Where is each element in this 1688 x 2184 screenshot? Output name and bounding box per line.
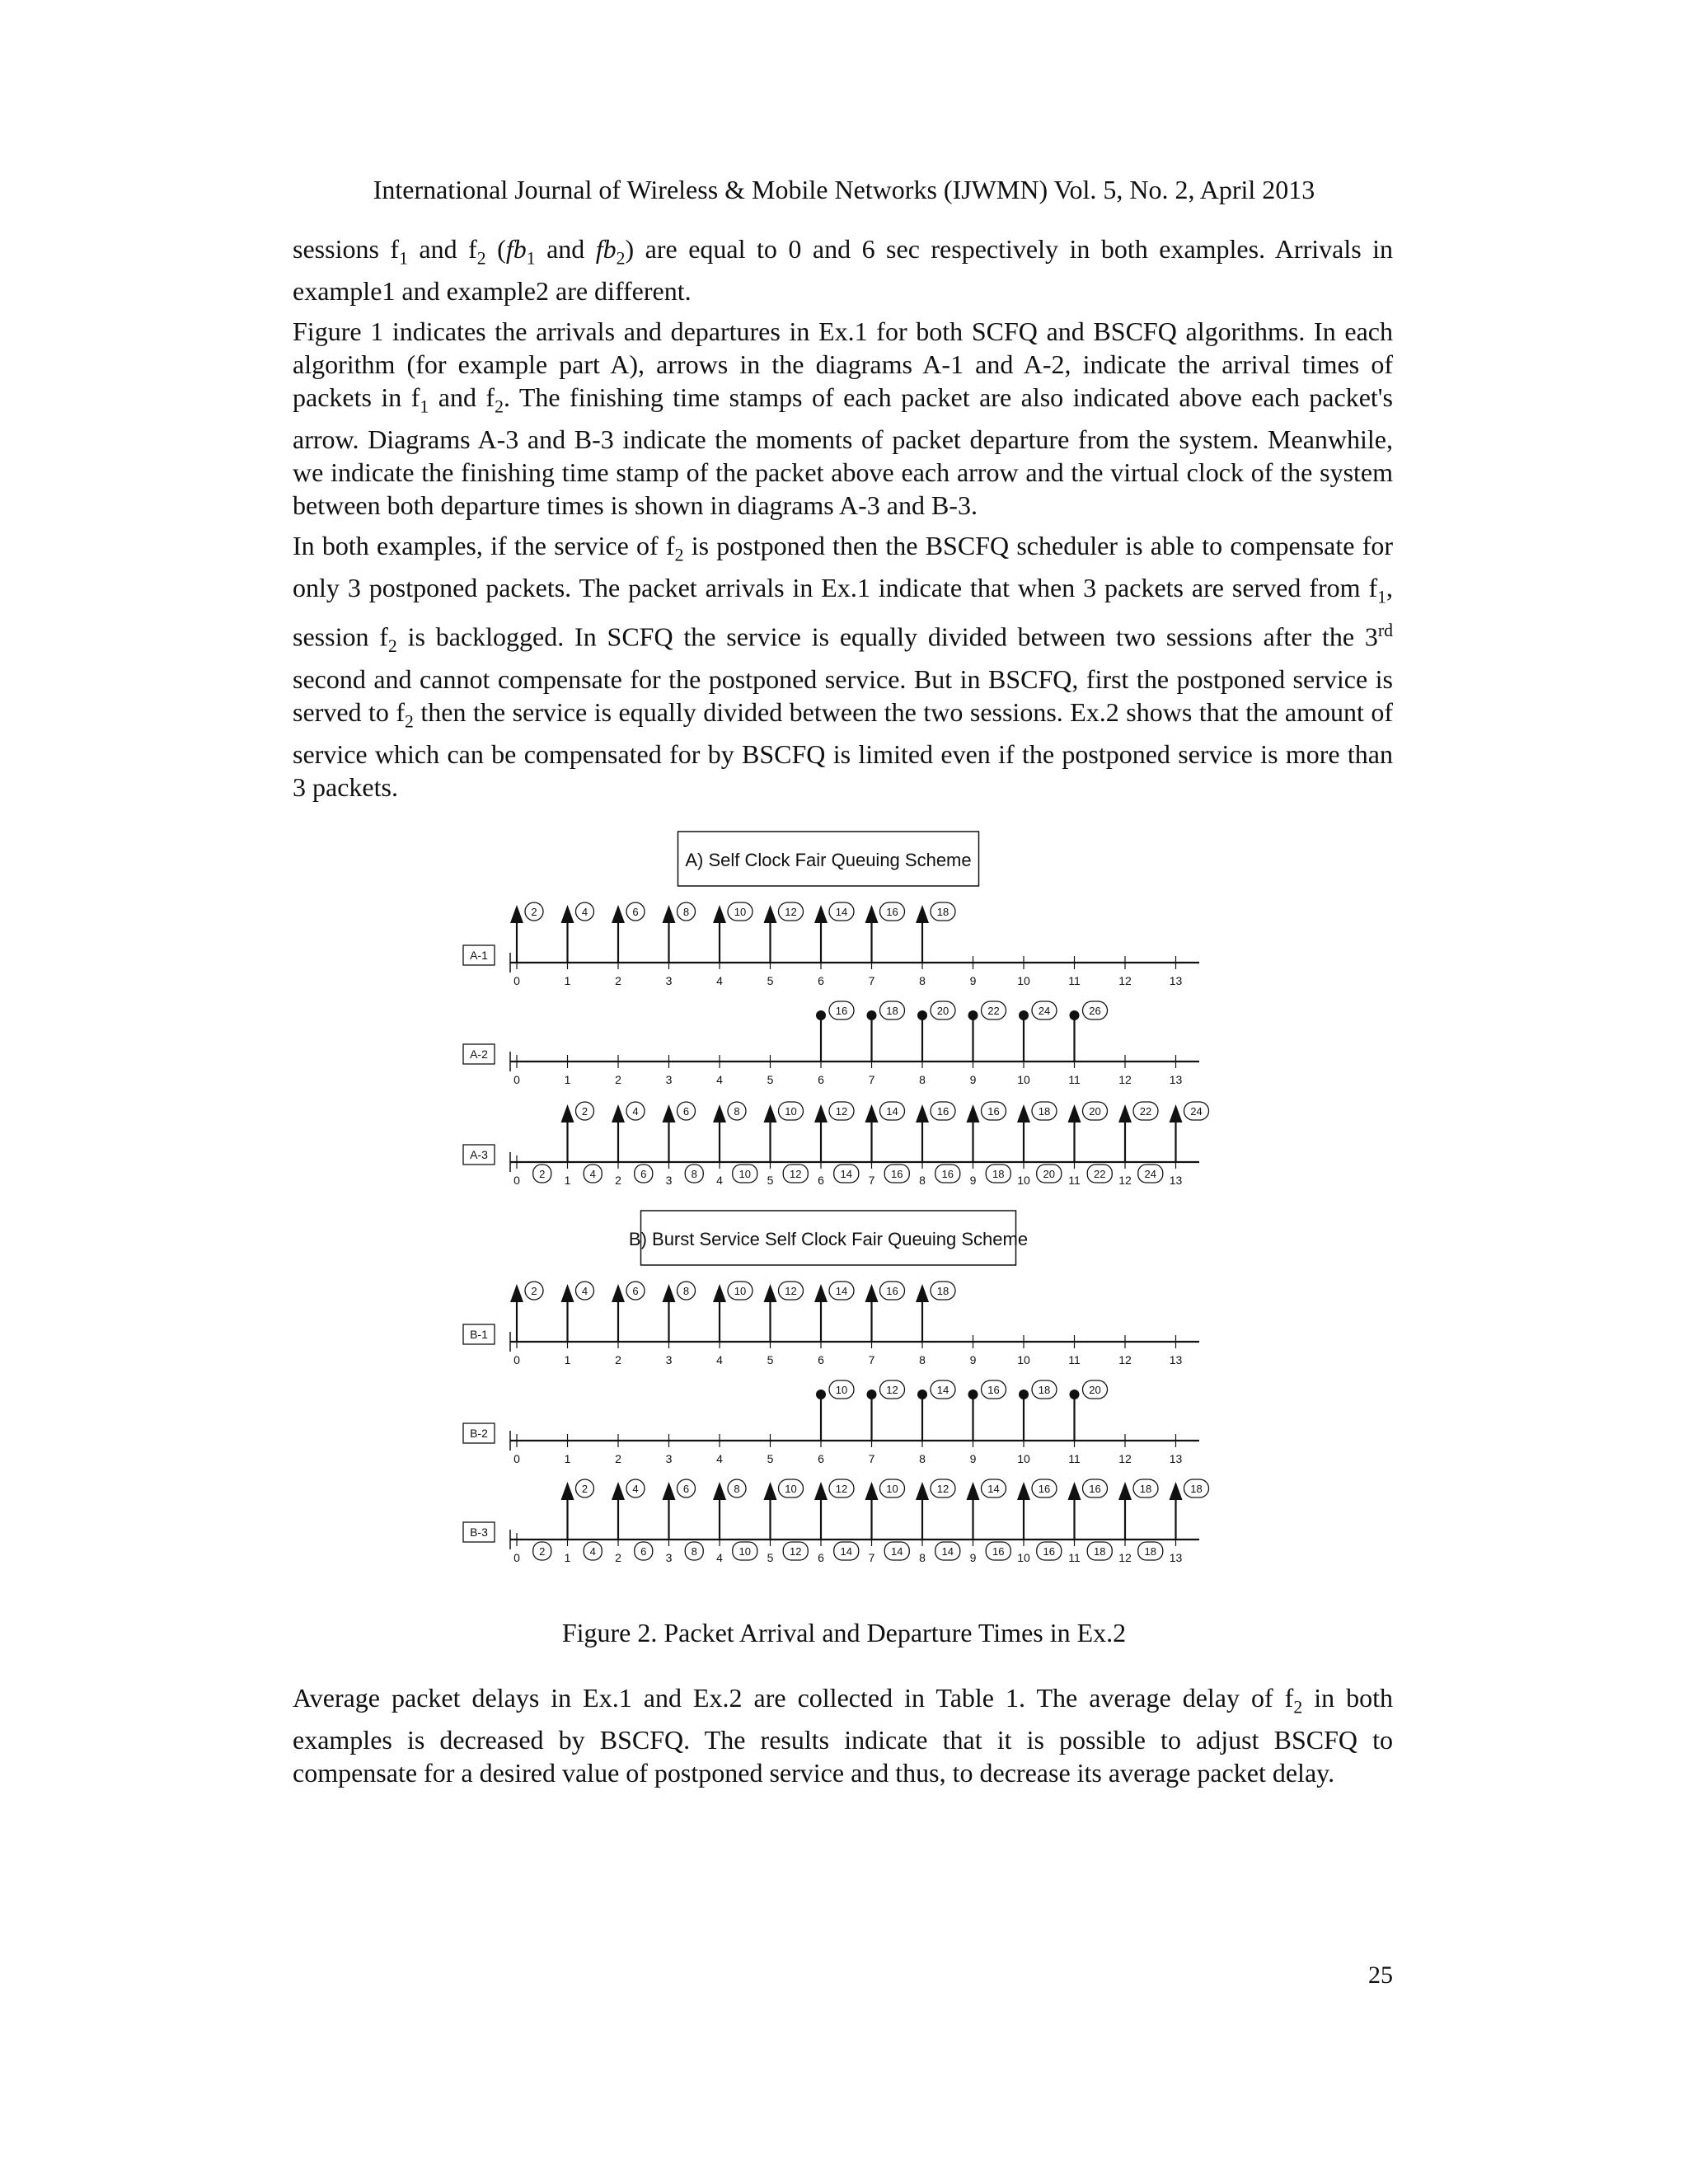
tick-label: 6 [818,1353,824,1366]
finish-stamp: 4 [581,1285,588,1297]
arrow-head [713,1482,726,1500]
f2-arrow-head [968,1010,978,1020]
figure-caption: Figure 2. Packet Arrival and Departure Times in Ex.2 [561,1618,1127,1647]
arrow-head [612,1104,625,1122]
finish-stamp: 2 [581,1105,588,1118]
arrow-head [967,1104,980,1122]
tick-label: 4 [716,974,723,987]
virtual-clock-value: 18 [1144,1545,1156,1558]
tick-label: 4 [716,1174,723,1187]
arrow-head [1118,1104,1132,1122]
tick-label: 2 [615,1452,621,1465]
finish-stamp: 6 [682,1483,690,1495]
finish-stamp: 18 [936,1285,950,1297]
tick-label: 2 [615,974,621,987]
finish-stamp: 8 [734,1483,740,1495]
finish-stamp: 6 [632,906,639,918]
virtual-clock-value: 24 [1144,1168,1156,1180]
virtual-clock-value: 12 [790,1545,802,1558]
paragraph-examples: In both examples, if the service of $f_2$ is postponed then the BSCFQ scheduler is able to compensate for only 3 postponed packets. The packet arrivals in Ex.1 indicate that when 3 packets are served from $f_1$, session $f_2$ is backlogged. In SCFQ the service is equally divided between two sessions after the 3rd second and cannot compensate for the postponed service. But in BSCFQ, first the postponed service is served to $f_2$ then the service is equally divided between the two sessions. Ex.2 shows that the amount of service which can be compensated for by BSCFQ is limited even if the postponed service is more than 3 packets. [293,531,1394,803]
tick-label: 6 [818,1073,824,1086]
finish-stamp: 14 [987,1483,1000,1495]
arrow-head [1017,1482,1030,1500]
arrow-head [561,1284,574,1302]
arrow-head [612,905,625,923]
finish-stamp: 14 [835,1285,848,1297]
tick-label: 6 [818,974,824,987]
tick-label: 1 [564,1452,571,1465]
tick-label: 0 [513,974,520,987]
arrow-head [814,1284,828,1302]
arrow-head [713,1104,726,1122]
tick-label: 13 [1169,1174,1183,1187]
tick-label: 10 [1017,1551,1030,1564]
tick-label: 4 [716,1551,723,1564]
tick-label: 5 [767,1353,774,1366]
tick-label: 5 [767,1551,774,1564]
tick-label: 13 [1169,1353,1183,1366]
tick-label: 11 [1068,1174,1081,1187]
tick-label: 5 [767,974,774,987]
virtual-clock-value: 16 [891,1168,903,1180]
finish-stamp: 20 [1089,1384,1101,1396]
virtual-clock-value: 6 [640,1168,647,1180]
f2-arrow-head [867,1010,877,1020]
figure-2-diagram [462,824,1220,1582]
arrow-head [713,905,726,923]
tick-label: 11 [1068,1073,1081,1086]
row-label: A-2 [470,1047,488,1061]
finish-stamp: 14 [886,1105,898,1118]
arrow-head [1068,1482,1081,1500]
tick-label: 8 [919,1174,926,1187]
row-label: A-1 [470,949,488,962]
finish-stamp: 16 [835,1005,848,1017]
finish-stamp: 18 [1038,1105,1051,1118]
virtual-clock-value: 4 [589,1168,596,1180]
virtual-clock-value: 8 [691,1545,697,1558]
tick-label: 7 [868,974,875,987]
virtual-clock-value: 2 [539,1545,546,1558]
finish-stamp: 10 [785,1483,797,1495]
tick-label: 10 [1017,1353,1030,1366]
virtual-clock-value: 22 [1094,1168,1106,1180]
tick-label: 10 [1017,1073,1030,1086]
virtual-clock-value: 4 [589,1545,596,1558]
tick-label: 2 [615,1073,621,1086]
tick-label: 0 [513,1353,520,1366]
finish-stamp: 12 [835,1483,848,1495]
arrow-head [967,1482,980,1500]
finish-stamp: 6 [632,1285,639,1297]
arrow-head [764,1104,777,1122]
tick-label: 7 [868,1073,875,1086]
arrow-head [814,1104,828,1122]
tick-label: 0 [513,1174,520,1187]
finish-stamp: 22 [987,1005,1000,1017]
tick-label: 13 [1169,1073,1183,1086]
tick-label: 12 [1118,974,1132,987]
tick-label: 0 [513,1452,520,1465]
finish-stamp: 14 [835,906,848,918]
arrow-head [764,905,777,923]
tick-label: 3 [665,1551,673,1564]
finish-stamp: 18 [936,906,950,918]
tick-label: 13 [1169,974,1183,987]
arrow-head [1118,1482,1132,1500]
f2-arrow-head [1019,1390,1029,1399]
finish-stamp: 2 [531,1285,537,1297]
finish-stamp: 20 [936,1005,950,1017]
tick-label: 9 [969,974,977,987]
arrow-head [612,1482,625,1500]
tick-label: 1 [564,1353,571,1366]
f2-arrow-head [816,1010,826,1020]
paragraph-average-delays: Average packet delays in Ex.1 and Ex.2 are collected in Table 1. The average delay of $f_2$ in both examples is decreased by BSCFQ. The results indicate that it is possible to adjust BSCFQ to compensate for a desired value of postponed service and thus, to decrease its average packet delay. [293,1683,1394,1788]
f2-arrow-head [1019,1010,1029,1020]
tick-label: 1 [564,974,571,987]
arrow-head [814,905,828,923]
finish-stamp: 18 [886,1005,898,1017]
arrow-head [865,1284,879,1302]
virtual-clock-value: 8 [691,1168,697,1180]
arrow-head [561,905,574,923]
finish-stamp: 8 [682,1285,690,1297]
tick-label: 3 [665,974,673,987]
f2-arrow-head [917,1010,927,1020]
tick-label: 11 [1068,974,1081,987]
virtual-clock-value: 20 [1043,1168,1055,1180]
finish-stamp: 16 [886,906,898,918]
scheme-title: B) Burst Service Self Clock Fair Queuing Scheme [628,1229,1029,1249]
tick-label: 4 [716,1353,723,1366]
arrow-head [1170,1482,1183,1500]
tick-label: 12 [1118,1551,1132,1564]
f2-arrow-head [867,1390,877,1399]
arrow-head [510,1284,523,1302]
arrow-head [916,1104,929,1122]
finish-stamp: 24 [1190,1105,1203,1118]
tick-label: 6 [818,1452,824,1465]
finish-stamp: 20 [1089,1105,1101,1118]
tick-label: 8 [919,1353,926,1366]
tick-label: 9 [969,1452,977,1465]
finish-stamp: 12 [785,906,797,918]
f2-arrow-head [816,1390,826,1399]
finish-stamp: 4 [632,1105,639,1118]
tick-label: 6 [818,1551,824,1564]
arrow-head [916,1284,929,1302]
arrow-head [916,1482,929,1500]
tick-label: 7 [868,1452,875,1465]
finish-stamp: 4 [632,1483,639,1495]
arrow-head [764,1284,777,1302]
tick-label: 8 [919,1551,926,1564]
finish-stamp: 18 [1190,1483,1203,1495]
tick-label: 0 [513,1073,520,1086]
arrow-head [663,905,676,923]
tick-label: 2 [615,1174,621,1187]
virtual-clock-value: 2 [539,1168,546,1180]
tick-label: 5 [767,1452,774,1465]
virtual-clock-value: 10 [738,1545,751,1558]
arrow-head [1068,1104,1081,1122]
tick-label: 9 [969,1551,977,1564]
arrow-head [1017,1104,1030,1122]
f2-arrow-head [968,1390,978,1399]
finish-stamp: 16 [1038,1483,1051,1495]
finish-stamp: 24 [1038,1005,1051,1017]
tick-label: 10 [1017,1452,1030,1465]
finish-stamp: 16 [987,1105,1000,1118]
tick-label: 7 [868,1174,875,1187]
tick-label: 7 [868,1551,875,1564]
tick-label: 11 [1068,1551,1081,1564]
arrow-head [865,1104,879,1122]
scheme-title: A) Self Clock Fair Queuing Scheme [685,850,972,870]
arrow-head [814,1482,828,1500]
arrow-head [663,1482,676,1500]
finish-stamp: 12 [785,1285,797,1297]
tick-label: 1 [564,1073,571,1086]
tick-label: 5 [767,1073,774,1086]
row-label: A-3 [470,1148,488,1161]
tick-label: 11 [1068,1353,1081,1366]
arrow-head [612,1284,625,1302]
finish-stamp: 6 [682,1105,690,1118]
virtual-clock-value: 16 [992,1545,1005,1558]
virtual-clock-value: 18 [1094,1545,1106,1558]
tick-label: 3 [665,1353,673,1366]
tick-label: 8 [919,1073,926,1086]
finish-stamp: 22 [1139,1105,1152,1118]
f2-arrow-head [1070,1010,1080,1020]
tick-label: 10 [1017,974,1030,987]
finish-stamp: 4 [581,906,588,918]
finish-stamp: 16 [886,1285,898,1297]
row-label: B-3 [470,1526,488,1539]
finish-stamp: 12 [835,1105,848,1118]
virtual-clock-value: 6 [640,1545,647,1558]
finish-stamp: 12 [936,1483,950,1495]
tick-label: 2 [615,1551,621,1564]
arrow-head [663,1284,676,1302]
arrow-head [865,1482,879,1500]
finish-stamp: 10 [835,1384,848,1396]
finish-stamp: 18 [1139,1483,1152,1495]
tick-label: 7 [868,1353,875,1366]
arrow-head [916,905,929,923]
tick-label: 12 [1118,1073,1132,1086]
tick-label: 9 [969,1174,977,1187]
virtual-clock-value: 12 [790,1168,802,1180]
page-number: 25 [1368,1961,1393,1989]
tick-label: 4 [716,1073,723,1086]
virtual-clock-value: 10 [738,1168,751,1180]
virtual-clock-value: 16 [941,1168,954,1180]
finish-stamp: 16 [1089,1483,1101,1495]
finish-stamp: 18 [1038,1384,1051,1396]
tick-label: 11 [1068,1452,1081,1465]
tick-label: 8 [919,974,926,987]
arrow-head [561,1104,574,1122]
tick-label: 1 [564,1174,571,1187]
finish-stamp: 16 [936,1105,950,1118]
paragraph-figure1-description: Figure 1 indicates the arrivals and departures in Ex.1 for both SCFQ and BSCFQ algorithms. In each algorithm (for example part A), arrows in the diagrams A-1 and A-2, indicate the arrival times of packets in $f_1$ and $f_2$. The finishing time stamps of each packet are also indicated above each packet's arrow. Diagrams A-3 and B-3 indicate the moments of packet departure from the system. Meanwhile, we indicate the finishing time stamp of the packet above each arrow and the virtual clock of the system between both departure times is shown in diagrams A-3 and B-3. [293,316,1394,521]
virtual-clock-value: 18 [992,1168,1005,1180]
finish-stamp: 12 [886,1384,898,1396]
virtual-clock-value: 14 [891,1545,903,1558]
finish-stamp: 26 [1089,1005,1101,1017]
tick-label: 0 [513,1551,520,1564]
tick-label: 2 [615,1353,621,1366]
finish-stamp: 16 [987,1384,1000,1396]
finish-stamp: 8 [734,1105,740,1118]
finish-stamp: 2 [581,1483,588,1495]
tick-label: 6 [818,1174,824,1187]
tick-label: 12 [1118,1174,1132,1187]
row-label: B-1 [470,1328,488,1341]
finish-stamp: 10 [734,906,747,918]
running-header: International Journal of Wireless & Mobile Networks (IJWMN) Vol. 5, No. 2, April 2013 [373,175,1315,204]
virtual-clock-value: 14 [840,1168,852,1180]
tick-label: 13 [1169,1452,1183,1465]
tick-label: 10 [1017,1174,1030,1187]
arrow-head [1170,1104,1183,1122]
finish-stamp: 8 [682,906,690,918]
arrow-head [713,1284,726,1302]
virtual-clock-value: 16 [1043,1545,1055,1558]
tick-label: 8 [919,1452,926,1465]
tick-label: 9 [969,1073,977,1086]
arrow-head [510,905,523,923]
finish-stamp: 2 [531,906,537,918]
tick-label: 9 [969,1353,977,1366]
arrow-head [865,905,879,923]
tick-label: 1 [564,1551,571,1564]
tick-label: 3 [665,1452,673,1465]
finish-stamp: 10 [785,1105,797,1118]
tick-label: 13 [1169,1551,1183,1564]
tick-label: 5 [767,1174,774,1187]
finish-stamp: 14 [936,1384,950,1396]
tick-label: 4 [716,1452,723,1465]
tick-label: 3 [665,1174,673,1187]
tick-label: 12 [1118,1353,1132,1366]
arrow-head [764,1482,777,1500]
f2-arrow-head [1070,1390,1080,1399]
tick-label: 3 [665,1073,673,1086]
tick-label: 12 [1118,1452,1132,1465]
row-label: B-2 [470,1427,488,1440]
arrow-head [663,1104,676,1122]
virtual-clock-value: 14 [840,1545,852,1558]
arrow-head [561,1482,574,1500]
f2-arrow-head [917,1390,927,1399]
finish-stamp: 10 [886,1483,898,1495]
paragraph-sessions: sessions $f_1$ and $f_2$ ($fb_1$ and $fb_2$) are equal to 0 and 6 sec respectively in both examples. Arrivals in example1 and example2 are different. [293,234,1394,307]
finish-stamp: 10 [734,1285,747,1297]
virtual-clock-value: 14 [941,1545,954,1558]
